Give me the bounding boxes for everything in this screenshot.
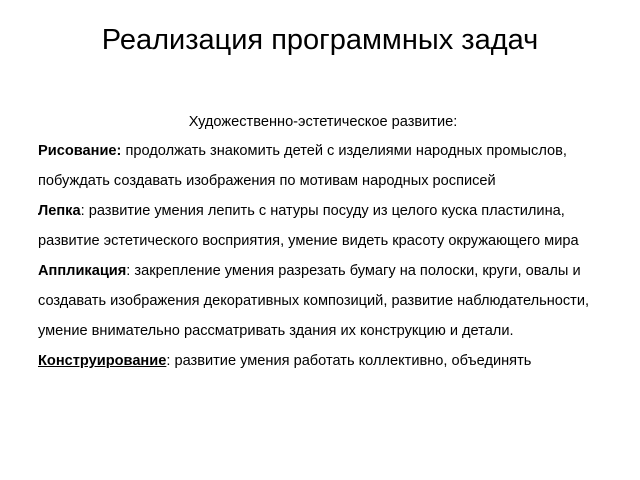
paragraph-buildings: [38, 322, 608, 341]
paragraph-text: умение внимательно рассматривать здания их конструкцию и детали.: [38, 323, 514, 339]
slide-subtitle: Художественно-эстетическое развитие:: [188, 114, 458, 130]
slide-body: [38, 113, 608, 382]
paragraph-text: продолжать знакомить детей с изделиями народных промыслов,: [121, 143, 567, 159]
paragraph-applique: [38, 262, 608, 281]
paragraph-lead: Конструирование: [38, 353, 167, 369]
paragraph-text: развитие эстетического восприятия, умение видеть красоту окружающего мира: [38, 233, 579, 249]
paragraph-text: : развитие умения работать коллективно, объединять: [166, 353, 532, 369]
paragraph-text: создавать изображения декоративных композиций, развитие наблюдательности,: [38, 293, 590, 309]
paragraph-lead: Лепка: [38, 203, 81, 219]
paragraph-text: побуждать создавать изображения по мотивам народных росписей: [38, 173, 496, 189]
paragraph-lead: Рисование:: [38, 143, 122, 159]
paragraph-text: : закрепление умения разрезать бумагу на полоски, круги, овалы и: [126, 263, 581, 279]
paragraph-decorative: [38, 292, 608, 311]
paragraph-folk-painting: [38, 172, 608, 191]
paragraph-lead: Аппликация: [38, 263, 127, 279]
paragraph-text: : развитие умения лепить с натуры посуду из целого куска пластилина,: [80, 203, 565, 219]
paragraph-construction: [38, 352, 608, 371]
paragraph-aesthetic: [38, 232, 608, 251]
paragraph-modeling: [38, 202, 608, 221]
slide-title: Реализация программных задач: [101, 24, 539, 56]
paragraph-drawing: [38, 142, 608, 161]
